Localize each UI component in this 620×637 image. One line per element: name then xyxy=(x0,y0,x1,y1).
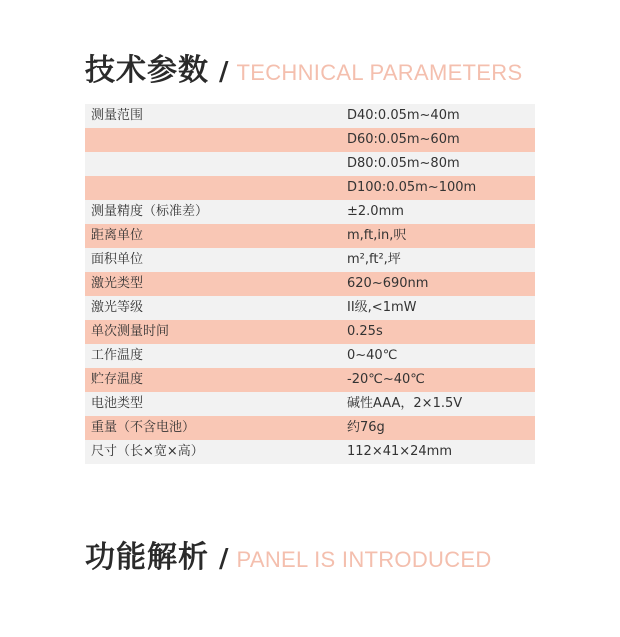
spec-table xyxy=(85,104,535,464)
row-value: D100:0.05m~100m xyxy=(347,180,477,195)
table-row xyxy=(85,248,535,272)
row-label: 测量范围 xyxy=(91,108,144,123)
table-row xyxy=(85,416,535,440)
row-label: 激光类型 xyxy=(91,276,144,291)
row-label: 尺寸（长×宽×高） xyxy=(91,444,204,459)
row-label: 面积单位 xyxy=(91,252,144,267)
row-label: 重量（不含电池） xyxy=(91,420,196,435)
row-value: D80:0.05m~80m xyxy=(347,156,460,171)
technical-parameters-heading xyxy=(85,45,522,89)
table-row xyxy=(85,128,535,152)
row-value: 112×41×24mm xyxy=(347,444,453,459)
row-value: ±2.0mm xyxy=(347,204,404,219)
table-row xyxy=(85,344,535,368)
row-value: 620~690nm xyxy=(347,276,429,291)
heading-english: TECHNICAL PARAMETERS xyxy=(236,60,523,85)
row-value: -20℃~40℃ xyxy=(347,372,425,387)
row-label xyxy=(85,128,335,152)
row-value: 0~40℃ xyxy=(347,348,398,363)
row-label: 测量精度（标准差） xyxy=(91,204,209,219)
row-value: 碱性AAA，2×1.5V xyxy=(347,396,463,411)
table-row xyxy=(85,296,535,320)
heading-english: PANEL IS INTRODUCED xyxy=(236,547,492,572)
row-label: 电池类型 xyxy=(91,396,144,411)
table-row xyxy=(85,320,535,344)
row-label xyxy=(85,176,335,200)
table-row xyxy=(85,104,535,128)
heading-slash: / xyxy=(219,57,229,87)
heading-chinese: 功能解析 xyxy=(85,540,209,575)
row-label: 距离单位 xyxy=(91,228,144,243)
row-label xyxy=(85,152,335,176)
row-label: 工作温度 xyxy=(91,348,144,363)
table-row xyxy=(85,152,535,176)
row-value: D40:0.05m~40m xyxy=(347,108,460,123)
row-value: 0.25s xyxy=(347,324,383,339)
row-value: 约76g xyxy=(347,420,385,435)
table-row xyxy=(85,224,535,248)
panel-introduction-heading xyxy=(85,532,492,576)
row-value: II级,<1mW xyxy=(347,300,417,315)
row-label: 激光等级 xyxy=(91,300,144,315)
heading-slash: / xyxy=(219,544,229,574)
table-row xyxy=(85,200,535,224)
row-value: m,ft,in,呎 xyxy=(347,228,407,243)
row-value: D60:0.05m~60m xyxy=(347,132,460,147)
row-value: m²,ft²,坪 xyxy=(347,252,401,267)
table-row xyxy=(85,440,535,464)
table-row xyxy=(85,368,535,392)
row-label: 贮存温度 xyxy=(91,372,144,387)
heading-chinese: 技术参数 xyxy=(85,53,209,88)
table-row xyxy=(85,176,535,200)
table-row xyxy=(85,392,535,416)
row-label: 单次测量时间 xyxy=(91,324,170,339)
table-row xyxy=(85,272,535,296)
